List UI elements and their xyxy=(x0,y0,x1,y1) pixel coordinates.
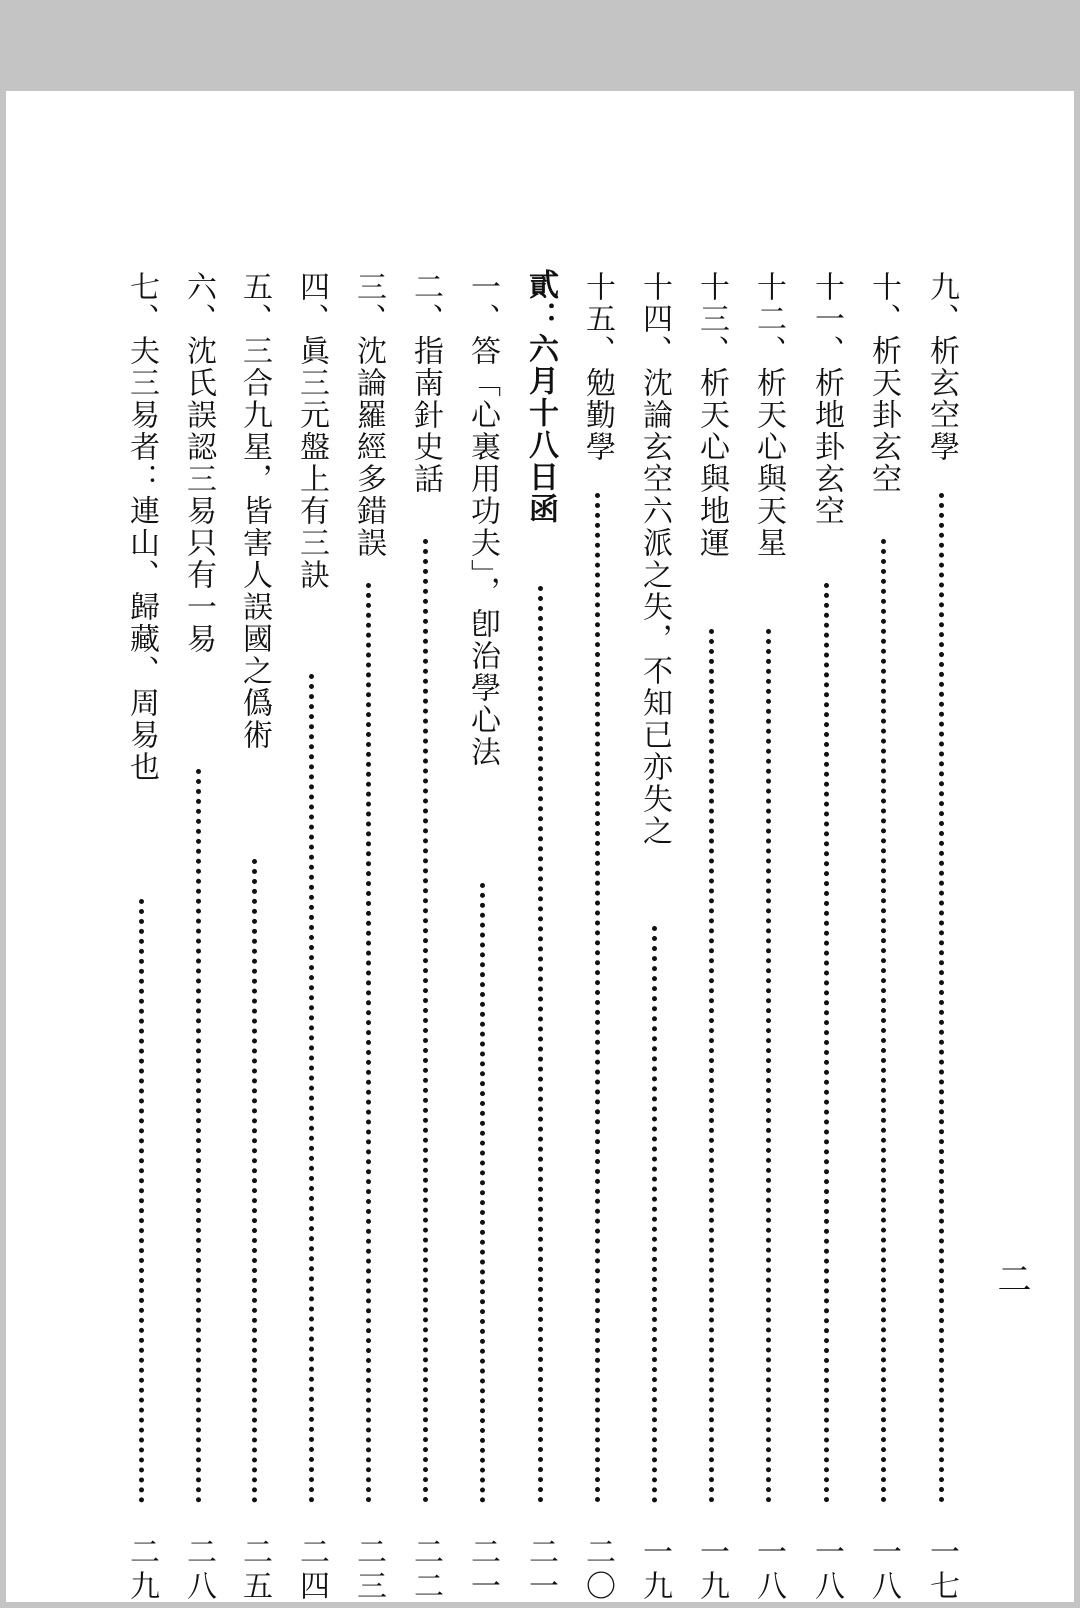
toc-entry xyxy=(462,271,502,1604)
dot-leader xyxy=(766,629,771,1503)
dot-leader xyxy=(480,883,485,1503)
toc-entry xyxy=(577,271,617,1604)
dot-leader xyxy=(366,583,371,1503)
toc-entry-page: 二五 xyxy=(237,1536,272,1604)
toc-entry-title: 十一、析地卦玄空 xyxy=(809,271,844,527)
toc-entry xyxy=(234,271,274,1604)
toc-entry xyxy=(405,271,445,1604)
toc-entry-title: 九、析玄空學 xyxy=(924,271,959,463)
toc-entry-page: 一八 xyxy=(751,1536,786,1604)
dot-leader xyxy=(309,674,314,1503)
toc-entry xyxy=(348,271,388,1604)
dot-leader xyxy=(881,539,886,1503)
toc-entry-title: 十三、析天心與地運 xyxy=(694,271,729,559)
toc-section xyxy=(520,269,560,1604)
dot-leader xyxy=(824,583,829,1503)
toc-entry-page: 一八 xyxy=(866,1536,901,1604)
dot-leader xyxy=(196,769,201,1503)
dot-leader xyxy=(595,493,600,1503)
toc-entry-title: 十五、勉勤學 xyxy=(580,271,615,463)
toc-entry xyxy=(121,271,161,1604)
page-number: 二 xyxy=(991,1261,1031,1295)
toc-entry xyxy=(748,271,788,1604)
toc-entry-page: 二一 xyxy=(465,1536,500,1604)
dot-leader xyxy=(423,539,428,1503)
toc-entry-page: 二八 xyxy=(181,1536,216,1604)
dot-leader xyxy=(252,859,257,1503)
toc-section-page: 二一 xyxy=(523,1536,558,1604)
toc-entry xyxy=(863,271,903,1604)
toc-entry-title: 四、眞三元盤上有三訣 xyxy=(294,271,329,591)
dot-leader xyxy=(652,926,657,1503)
toc-entry xyxy=(291,271,331,1604)
toc-entry-page: 二九 xyxy=(124,1536,159,1604)
toc-entry xyxy=(691,271,731,1604)
toc-entry-page: 一九 xyxy=(637,1536,672,1604)
toc-entry-title: 五、三合九星，皆害人誤國之僞術 xyxy=(237,271,272,751)
toc-entry-page: 二三 xyxy=(351,1536,386,1604)
document-page xyxy=(6,91,1074,1602)
toc-entry-title: 十四、沈論玄空六派之失，不知已亦失之 xyxy=(637,271,672,847)
toc-entry xyxy=(634,271,674,1604)
toc-entry-page: 二二 xyxy=(408,1536,443,1604)
toc-entry-page: 一七 xyxy=(924,1536,959,1604)
toc-entry-title: 六、沈氏誤認三易只有一易 xyxy=(181,271,216,655)
toc-entry-title: 三、沈論羅經多錯誤 xyxy=(351,271,386,559)
toc-entry-title: 一、答「心裏用功夫」，卽治學心法 xyxy=(465,271,500,768)
dot-leader xyxy=(709,629,714,1503)
toc-entry-page: 一九 xyxy=(694,1536,729,1604)
toc-entry-title: 二、指南針史話 xyxy=(408,271,443,495)
toc-entry xyxy=(921,271,961,1604)
toc-entry xyxy=(806,271,846,1604)
toc-entry-page: 二〇 xyxy=(580,1536,615,1604)
dot-leader xyxy=(139,899,144,1503)
toc-entry-title: 十、析天卦玄空 xyxy=(866,271,901,495)
dot-leader xyxy=(939,493,944,1503)
toc-entry-title: 十二、析天心與天星 xyxy=(751,271,786,559)
dot-leader xyxy=(538,586,543,1503)
toc-entry-title: 七、夫三易者：連山、歸藏、周易也 xyxy=(124,271,159,783)
toc-entry-page: 二四 xyxy=(294,1536,329,1604)
toc-entry xyxy=(178,271,218,1604)
toc-section-title: 貳：六月十八日函 xyxy=(523,269,558,525)
toc-entry-page: 一八 xyxy=(809,1536,844,1604)
